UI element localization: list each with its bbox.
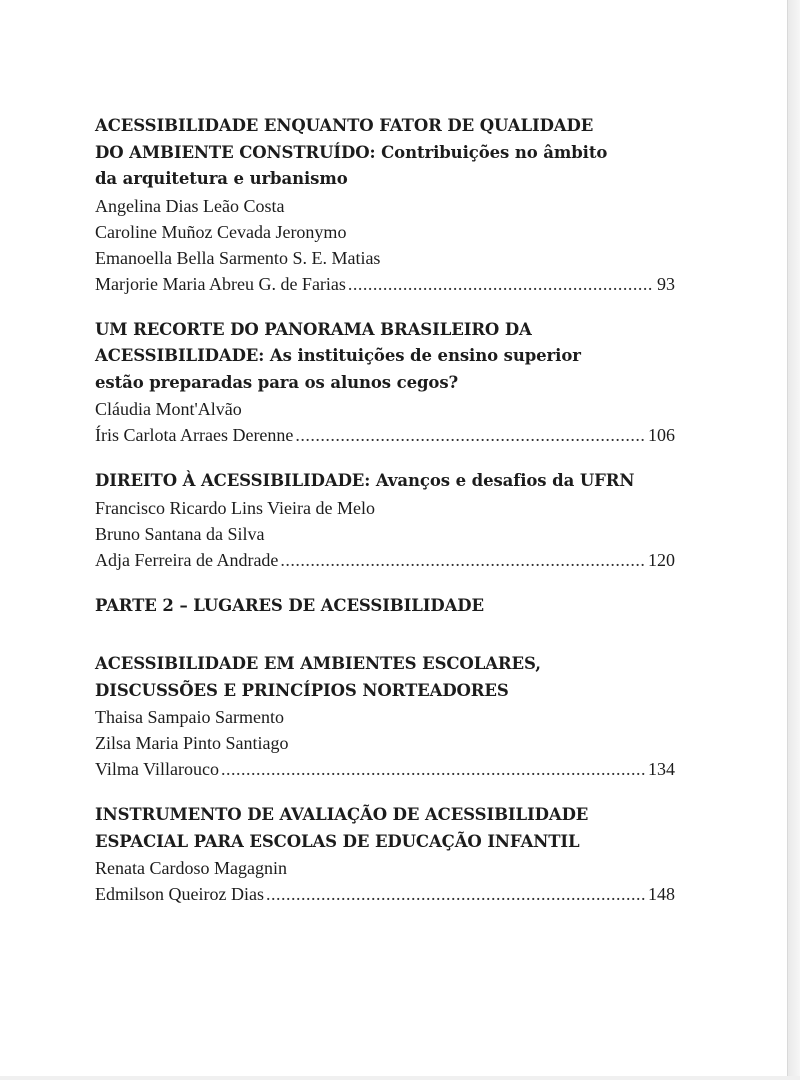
part-heading: PARTE 2 – LUGARES DE ACESSIBILIDADE: [95, 595, 484, 615]
author-name: Caroline Muñoz Cevada Jeronymo: [95, 221, 347, 242]
chapter-title-line: UM RECORTE DO PANORAMA BRASILEIRO DA: [95, 319, 532, 339]
chapter-title-line: da arquitetura e urbanismo: [95, 169, 348, 188]
part-heading-block: [95, 593, 675, 620]
chapter-title-line: ACESSIBILIDADE EM AMBIENTES ESCOLARES,: [95, 654, 541, 673]
author-name: Angelina Dias Leão Costa: [95, 195, 285, 216]
page-edge: [787, 0, 800, 1080]
toc-entry: [95, 651, 675, 782]
chapter-title-line: ACESSIBILIDADE ENQUANTO FATOR DE QUALIDADE: [95, 116, 594, 135]
toc-entry: [95, 317, 675, 449]
chapter-title-line: ACESSIBILIDADE: As instituições de ensino superior: [95, 346, 581, 365]
page-number: 148: [648, 884, 675, 904]
chapter-title-line: estão preparadas para os alunos cegos?: [95, 372, 459, 392]
author-name: Vilma Villarouco: [95, 759, 219, 779]
dot-leader: [295, 422, 645, 448]
chapter-title-line: INSTRUMENTO DE AVALIAÇÃO DE ACESSIBILIDADE: [95, 805, 589, 824]
author-name: Emanoella Bella Sarmento S. E. Matias: [95, 247, 381, 268]
author-page-line: [95, 881, 675, 907]
chapter-title-line: DISCUSSÕES E PRINCÍPIOS NORTEADORES: [95, 680, 509, 700]
author-name: Thaisa Sampaio Sarmento: [95, 707, 284, 727]
chapter-title-line: DO AMBIENTE CONSTRUÍDO: Contribuições no âmbito: [95, 142, 608, 162]
dot-leader: [221, 756, 645, 782]
dot-leader: [348, 271, 654, 297]
dot-leader: [266, 881, 645, 907]
chapter-title-line: DIREITO À ACESSIBILIDADE: Avanços e desafios da UFRN: [95, 471, 635, 490]
author-name: Zilsa Maria Pinto Santiago: [95, 733, 289, 753]
author-page-line: [95, 422, 675, 448]
page-edge-bottom: [0, 1076, 800, 1080]
author-name: Cláudia Mont'Alvão: [95, 399, 242, 419]
author-page-line: [95, 756, 675, 782]
author-name: Íris Carlota Arraes Derenne: [95, 425, 294, 445]
page-number: 106: [648, 425, 675, 445]
dot-leader: [280, 547, 645, 573]
author-name: Francisco Ricardo Lins Vieira de Melo: [95, 497, 376, 518]
chapter-title-line: ESPACIAL PARA ESCOLAS DE EDUCAÇÃO INFANTIL: [95, 831, 580, 851]
author-page-line: [95, 547, 675, 573]
toc-entry: [95, 802, 675, 907]
toc-entry: [95, 468, 675, 573]
page-number: 134: [648, 759, 675, 779]
author-name: Edmilson Queiroz Dias: [95, 884, 264, 904]
page-number: 120: [648, 549, 675, 570]
author-name: Renata Cardoso Magagnin: [95, 858, 287, 878]
author-name: Bruno Santana da Silva: [95, 523, 265, 544]
author-name: Adja Ferreira de Andrade: [95, 549, 279, 570]
author-page-line: [95, 271, 675, 297]
author-name: Marjorie Maria Abreu G. de Farias: [95, 273, 346, 294]
table-of-contents: [95, 113, 675, 927]
page-number: 93: [657, 273, 675, 294]
toc-entry: [95, 113, 675, 297]
